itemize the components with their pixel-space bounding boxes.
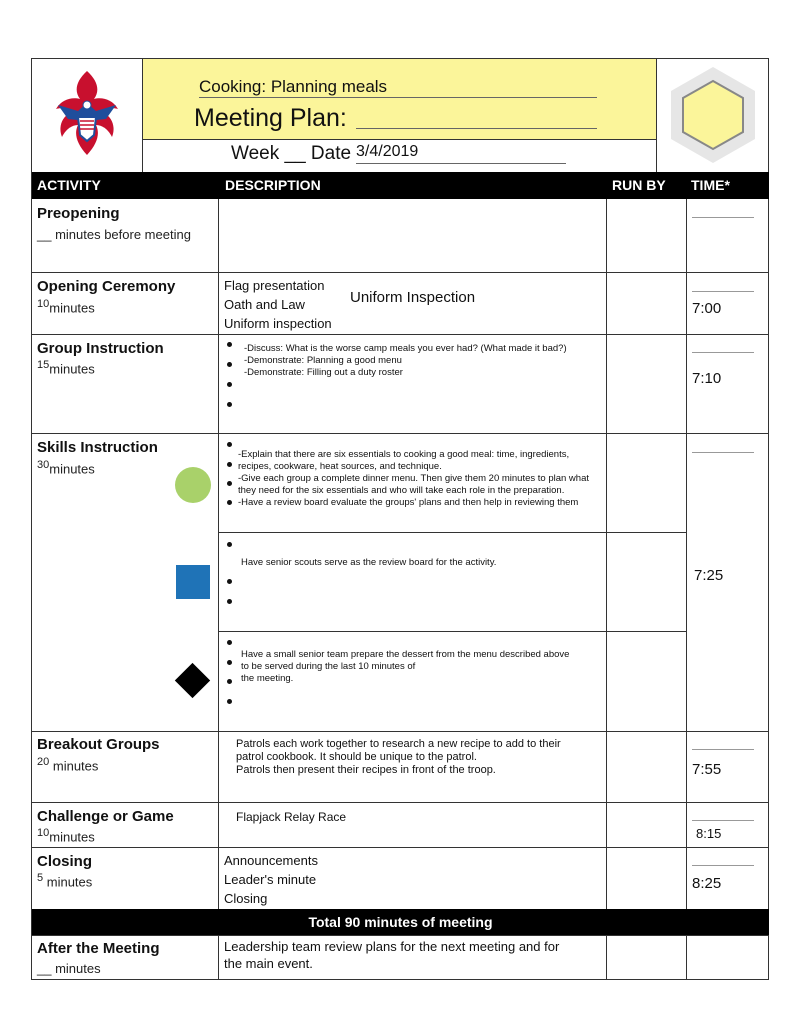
closing-items: Announcements Leader's minute Closing	[224, 853, 318, 906]
activity-group-instruction: Group Instruction	[37, 340, 164, 357]
total-text: Total 90 minutes of meeting	[308, 914, 493, 930]
challenge-time: 8:15	[696, 826, 722, 841]
topic-text: Cooking: Planning meals	[199, 77, 388, 96]
breakout-time: 7:55	[692, 761, 722, 778]
group-description: -Discuss: What is the worse camp meals you ever had? (What made it bad?) -Demonstrate: Planning a good menu -Demonstrate: Filling out a duty roster	[244, 343, 567, 378]
col-time: TIME*	[691, 177, 730, 193]
opening-note: Uniform Inspection	[350, 289, 476, 306]
preopening-minutes: __ minutes before meeting	[37, 227, 191, 242]
activity-after-meeting: After the Meeting	[37, 940, 160, 957]
col-activity: ACTIVITY	[37, 177, 101, 193]
badge-cell	[657, 59, 769, 172]
skills-description-b: Have senior scouts serve as the review board for the activity.	[241, 557, 497, 568]
skills-description-c: Have a small senior team prepare the dessert from the menu described above to be served during the last 10 minutes of the meeting.	[241, 649, 570, 684]
challenge-minutes: $^{10}$minutes	[37, 827, 95, 845]
opening-time: 7:00	[692, 300, 722, 317]
skills-time: 7:25	[694, 567, 724, 584]
closing-minutes: $^5$ minutes	[37, 872, 93, 890]
activity-preopening: Preopening	[37, 205, 120, 222]
bsa-emblem-icon	[32, 59, 142, 172]
opening-items: Flag presentation Oath and Law Uniform inspection	[224, 278, 332, 331]
breakout-description: Patrols each work together to research a new recipe to add to their patrol cookbook. It should be unique to the patrol. Patrols then present their recipes in front of the troop.	[236, 738, 561, 776]
date-value: 3/4/2019	[356, 143, 419, 160]
activity-opening-ceremony: Opening Ceremony	[37, 278, 176, 295]
blue-square-icon	[176, 565, 210, 599]
col-description: DESCRIPTION	[225, 177, 321, 193]
week-date-label: Week __ Date	[231, 143, 352, 164]
activity-skills-instruction: Skills Instruction	[37, 439, 158, 456]
challenge-description: Flapjack Relay Race	[236, 810, 347, 824]
breakout-minutes: $^{20}$ minutes	[37, 756, 99, 774]
activity-breakout-groups: Breakout Groups	[37, 736, 160, 753]
green-circle-icon	[175, 467, 211, 503]
meeting-plan-title: Meeting Plan:	[194, 104, 347, 132]
logo-cell	[32, 59, 142, 172]
opening-minutes: $^{10}$minutes	[37, 298, 95, 316]
closing-time: 8:25	[692, 875, 722, 892]
activity-closing: Closing	[37, 853, 92, 870]
hexagon-badge-icon	[657, 59, 769, 172]
group-time: 7:10	[692, 370, 722, 387]
skills-minutes: $^{30}$minutes	[37, 459, 95, 477]
skills-description-a: -Explain that there are six essentials to cooking a good meal: time, ingredients, recipes, cookware, heat sources, and technique. -Give each group a complete dinner menu. Then give them 20 minutes to plan what they need for the six essentials and who will take each role in the preparation. -Have a review board evaluate the groups' plans and then help in reviewing them	[238, 449, 589, 508]
activity-challenge-game: Challenge or Game	[37, 808, 174, 825]
after-minutes: __ minutes	[37, 961, 101, 976]
col-run-by: RUN BY	[612, 177, 666, 193]
after-description: Leadership team review plans for the next meeting and for the main event.	[224, 939, 560, 971]
group-minutes: $^{15}$minutes	[37, 359, 95, 377]
